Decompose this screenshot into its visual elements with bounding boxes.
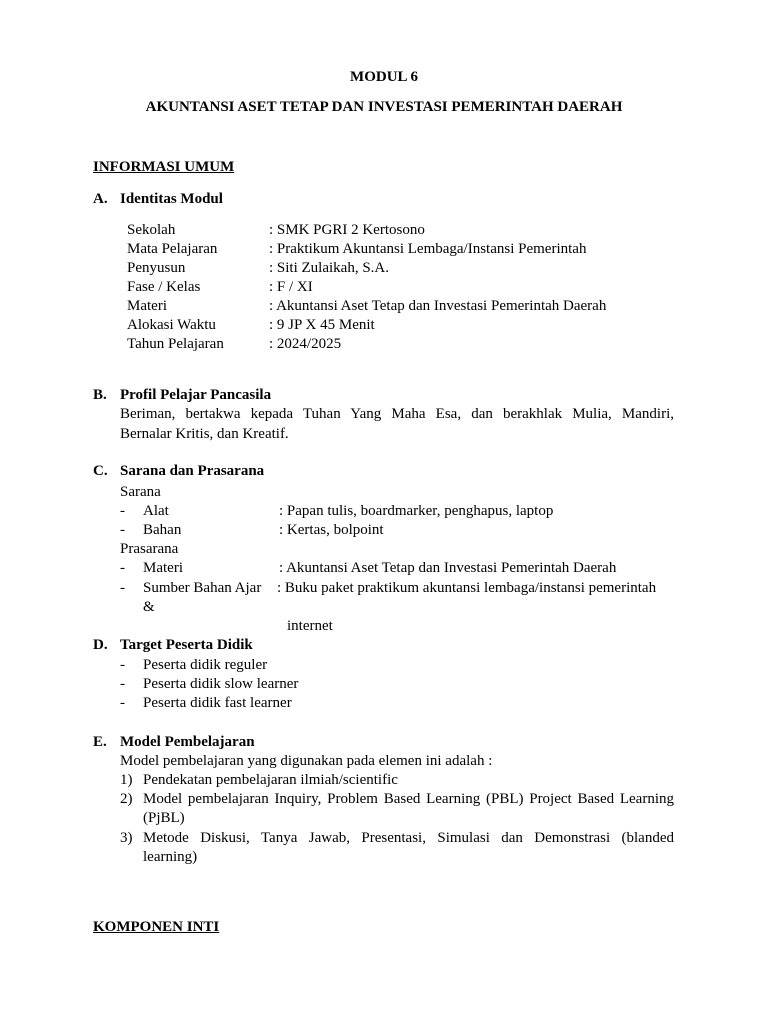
section-a-letter: A. xyxy=(93,191,108,207)
model-item-cont: learning) xyxy=(143,849,198,865)
list-dash: - xyxy=(120,522,125,538)
sumber-ampersand: & xyxy=(143,599,155,615)
identity-value: : SMK PGRI 2 Kertosono xyxy=(269,222,425,238)
sumber-value-cont: internet xyxy=(287,618,333,634)
section-d-heading: Target Peserta Didik xyxy=(120,637,253,653)
list-number: 3) xyxy=(120,830,133,846)
section-informasi-umum: INFORMASI UMUM xyxy=(93,159,235,175)
section-komponen-inti: KOMPONEN INTI xyxy=(93,919,220,935)
bahan-label: Bahan xyxy=(143,522,182,538)
section-a-heading: Identitas Modul xyxy=(120,191,223,207)
identity-value: : F / XI xyxy=(269,279,313,295)
target-item: Peserta didik slow learner xyxy=(143,676,299,692)
list-dash: - xyxy=(120,580,125,596)
materi-value: : Akuntansi Aset Tetap dan Investasi Pemerintah Daerah xyxy=(279,560,617,576)
module-subtitle: AKUNTANSI ASET TETAP DAN INVESTASI PEMERINTAH DAERAH xyxy=(145,99,623,115)
identity-value: : 2024/2025 xyxy=(269,336,342,352)
section-b-letter: B. xyxy=(93,387,107,403)
profil-text-line: Bernalar Kritis, dan Kreatif. xyxy=(120,426,289,442)
identity-value: : Siti Zulaikah, S.A. xyxy=(269,260,389,276)
list-number: 2) xyxy=(120,791,133,807)
identity-value: : Praktikum Akuntansi Lembaga/Instansi Pemerintah xyxy=(269,241,587,257)
list-dash: - xyxy=(120,695,125,711)
list-number: 1) xyxy=(120,772,133,788)
section-c-heading: Sarana dan Prasarana xyxy=(120,463,265,479)
section-d-letter: D. xyxy=(93,637,108,653)
alat-label: Alat xyxy=(143,503,169,519)
identity-label: Fase / Kelas xyxy=(127,279,201,295)
alat-value: : Papan tulis, boardmarker, penghapus, laptop xyxy=(279,503,554,519)
identity-label: Penyusun xyxy=(127,260,186,276)
identity-label: Tahun Pelajaran xyxy=(127,336,224,352)
section-b-heading: Profil Pelajar Pancasila xyxy=(120,387,272,403)
section-e-heading: Model Pembelajaran xyxy=(120,734,255,750)
list-dash: - xyxy=(120,560,125,576)
section-c-letter: C. xyxy=(93,463,108,479)
identity-label: Materi xyxy=(127,298,167,314)
model-intro: Model pembelajaran yang digunakan pada elemen ini adalah : xyxy=(120,753,493,769)
identity-label: Sekolah xyxy=(127,222,176,238)
profil-text-line: Beriman, bertakwa kepada Tuhan Yang Maha Esa, dan berakhlak Mulia, Mandiri, xyxy=(120,406,674,422)
bahan-value: : Kertas, bolpoint xyxy=(279,522,384,538)
section-e-letter: E. xyxy=(93,734,107,750)
sarana-label: Sarana xyxy=(120,484,161,500)
identity-value: : Akuntansi Aset Tetap dan Investasi Pemerintah Daerah xyxy=(269,298,607,314)
target-item: Peserta didik fast learner xyxy=(143,695,292,711)
identity-label: Alokasi Waktu xyxy=(127,317,216,333)
identity-value: : 9 JP X 45 Menit xyxy=(269,317,375,333)
sumber-label: Sumber Bahan Ajar xyxy=(143,580,262,596)
list-dash: - xyxy=(120,503,125,519)
model-item-cont: (PjBL) xyxy=(143,810,185,826)
list-dash: - xyxy=(120,657,125,673)
target-item: Peserta didik reguler xyxy=(143,657,268,673)
materi-label: Materi xyxy=(143,560,183,576)
model-item: Model pembelajaran Inquiry, Problem Based Learning (PBL) Project Based Learning xyxy=(143,791,674,807)
identity-label: Mata Pelajaran xyxy=(127,241,218,257)
list-dash: - xyxy=(120,676,125,692)
sumber-value: : Buku paket praktikum akuntansi lembaga/instansi pemerintah xyxy=(277,580,657,596)
prasarana-label: Prasarana xyxy=(120,541,179,557)
module-title: MODUL 6 xyxy=(350,69,418,85)
model-item: Pendekatan pembelajaran ilmiah/scientific xyxy=(143,772,398,788)
model-item: Metode Diskusi, Tanya Jawab, Presentasi, Simulasi dan Demonstrasi (blanded xyxy=(143,830,674,846)
